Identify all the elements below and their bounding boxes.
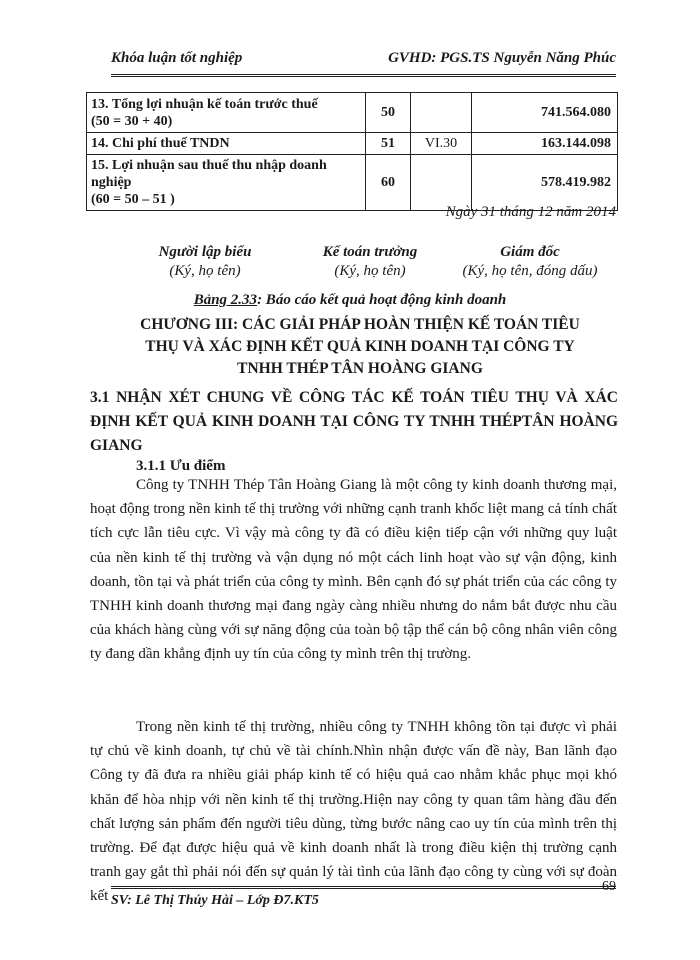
table-cell-item (87, 133, 366, 155)
item-text: (50 = 30 + 40) (91, 113, 173, 129)
item-text: 14. Chi phí thuế TNDN (91, 136, 230, 151)
body-paragraph: Trong nền kinh tế thị trường, nhiều công ty TNHH không tồn tại được vì phải tự chủ về kinh doanh, tự chủ về tài chính.Nhìn nhận được vấn đề này, Ban lãnh đạo Công ty đã đưa ra nhiều giải pháp kinh tế có hiệu quả cao nhằm khắc phục mọi khó khăn để hòa nhịp với nền kinh tế thị trường.Hiện nay công ty quan tâm hàng đầu đến chất lượng sản phẩm đến người tiêu dùng, từng bước nâng cao uy tín của mình trên thị trường. Để đạt được hiệu quả về kinh doanh nhất là trong điều kiện thị trường cạnh tranh gay gắt thì phải nói đến sự quản lý tài tình của lãnh đạo công ty cùng với sự đoàn kết (90, 719, 617, 905)
table-cell-amount: 163.144.098 (472, 133, 618, 155)
section-heading: 3.1 NHẬN XÉT CHUNG VỀ CÔNG TÁC KẾ TOÁN TIÊU THỤ VÀ XÁC ĐỊNH KẾT QUẢ KINH DOANH TẠI CÔNG TY TNHH THÉPTÂN HOÀNG GIANG (90, 389, 618, 454)
signature-director (450, 244, 610, 280)
chapter-title-line: THỤ VÀ XÁC ĐỊNH KẾT QUẢ KINH DOANH TẠI CÔNG TY (145, 338, 575, 355)
table-cell-amount: 578.419.982 (472, 155, 618, 211)
signature-role: Kế toán trưởng (322, 244, 418, 260)
table-caption (0, 292, 700, 309)
table-cell-note: VI.30 (411, 133, 472, 155)
page-header (111, 50, 616, 74)
header-supervisor: GVHD: PGS.TS Nguyễn Năng Phúc (388, 50, 616, 66)
item-text: (60 = 50 – 51 ) (91, 192, 175, 207)
signature-note: (Ký, họ tên) (169, 263, 241, 279)
table-cell-note (411, 93, 472, 133)
signature-note: (Ký, họ tên, đóng dấu) (462, 263, 598, 279)
table-row (87, 155, 618, 211)
table-cell-item (87, 93, 366, 133)
table-cell-code: 51 (366, 133, 411, 155)
signature-role: Người lập biểu (158, 244, 252, 260)
item-text: 15. Lợi nhuận sau thuế thu nhập doanh (91, 158, 327, 173)
table-row (87, 133, 618, 155)
chapter-title (110, 314, 610, 380)
table-cell-item (87, 155, 366, 211)
table-cell-amount: 741.564.080 (472, 93, 618, 133)
signature-role: Giám đốc (500, 244, 560, 260)
signature-note: (Ký, họ tên) (334, 263, 406, 279)
signature-chief-accountant (305, 244, 435, 280)
report-date: Ngày 31 tháng 12 năm 2014 (445, 204, 616, 220)
table-cell-code: 60 (366, 155, 411, 211)
footer-student: SV: Lê Thị Thúy Hài – Lớp Đ7.KT5 (111, 893, 319, 908)
body-paragraph: Công ty TNHH Thép Tân Hoàng Giang là một công ty kinh doanh thương mại, hoạt động trong nền kinh tế thị trường với những cạnh tranh khốc liệt mang cả tính chất tích cực lẫn tiêu cực. Vì vậy mà công ty đã có điều kiện tiếp cận với những quy luật của nền kinh tế thị trường và vận dụng nó một cách linh hoạt vào sự vận động, kinh doanh, tồn tại và phát triển của công ty mình. Bên cạnh đó sự phát triển của các công ty TNHH kinh doanh thương mại đang ngày càng nhiều nhưng do nắm bắt được nhu cầu của khách hàng cùng với sự năng động của toàn bộ tập thể cán bộ công nhân viên công ty đang dần khẳng định uy tín của công ty mình trên thị trường. (90, 477, 617, 663)
caption-text: : Báo cáo kết quả hoạt động kinh doanh (257, 292, 507, 308)
table-row (87, 93, 618, 133)
footer-divider (111, 886, 616, 889)
chapter-title-line: CHƯƠNG III: CÁC GIẢI PHÁP HOÀN THIỆN KẾ TOÁN TIÊU (140, 316, 580, 333)
signature-preparer (140, 244, 270, 280)
subsection-heading: 3.1.1 Ưu điểm (136, 458, 226, 474)
caption-label: Bảng 2.33 (193, 292, 258, 308)
header-divider (111, 74, 616, 77)
income-statement-table (86, 92, 618, 211)
table-cell-code: 50 (366, 93, 411, 133)
chapter-title-line: TNHH THÉP TÂN HOÀNG GIANG (237, 360, 483, 377)
header-thesis-title: Khóa luận tốt nghiệp (111, 50, 243, 66)
item-text: 13. Tổng lợi nhuận kế toán trước thuế (91, 96, 318, 112)
table-cell-note (411, 155, 472, 211)
item-text: nghiệp (91, 175, 132, 190)
page-number: 69 (602, 879, 616, 894)
